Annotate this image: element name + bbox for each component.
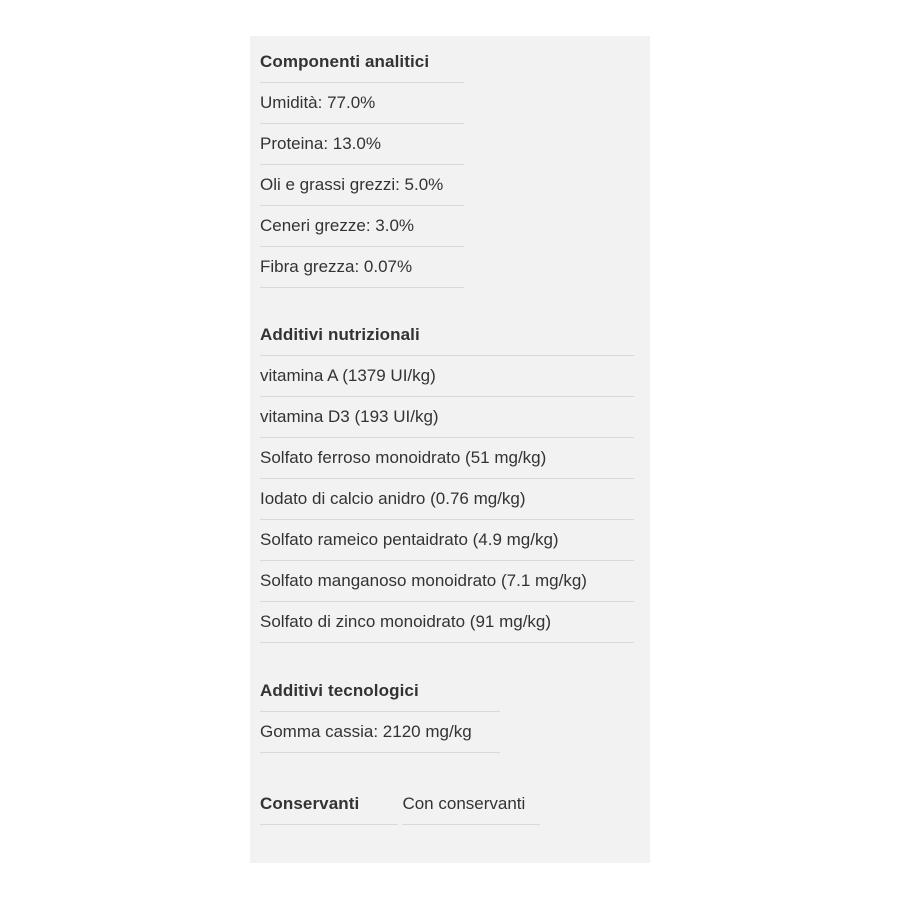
list-item: Oli e grassi grezzi: 5.0% (260, 165, 464, 206)
list-item: Umidità: 77.0% (260, 83, 464, 124)
section-additivi-nutrizionali (260, 317, 650, 643)
list-item: Solfato di zinco monoidrato (91 mg/kg) (260, 602, 634, 643)
list-item: Proteina: 13.0% (260, 124, 464, 165)
list-item: Gomma cassia: 2120 mg/kg (260, 712, 500, 753)
item-list (260, 355, 634, 643)
composition-panel (250, 36, 650, 863)
section-additivi-tecnologici (260, 673, 650, 753)
section-conservanti (260, 784, 540, 825)
item-list (260, 712, 500, 753)
list-item: Iodato di calcio anidro (0.76 mg/kg) (260, 479, 634, 520)
list-item: Solfato ferroso monoidrato (51 mg/kg) (260, 438, 634, 479)
list-item: Con conservanti (402, 784, 540, 825)
list-item: vitamina D3 (193 UI/kg) (260, 397, 634, 438)
list-item: Solfato manganoso monoidrato (7.1 mg/kg) (260, 561, 634, 602)
list-item: vitamina A (1379 UI/kg) (260, 356, 634, 397)
section-title: Conservanti (260, 786, 398, 825)
list-item: Fibra grezza: 0.07% (260, 247, 464, 288)
list-item: Ceneri grezze: 3.0% (260, 206, 464, 247)
section-title: Additivi tecnologici (260, 673, 500, 712)
section-title: Componenti analitici (260, 44, 464, 83)
section-componenti-analitici (260, 44, 650, 288)
section-title: Additivi nutrizionali (260, 325, 420, 344)
item-list (402, 784, 540, 825)
item-list (260, 83, 464, 288)
list-item: Solfato rameico pentaidrato (4.9 mg/kg) (260, 520, 634, 561)
